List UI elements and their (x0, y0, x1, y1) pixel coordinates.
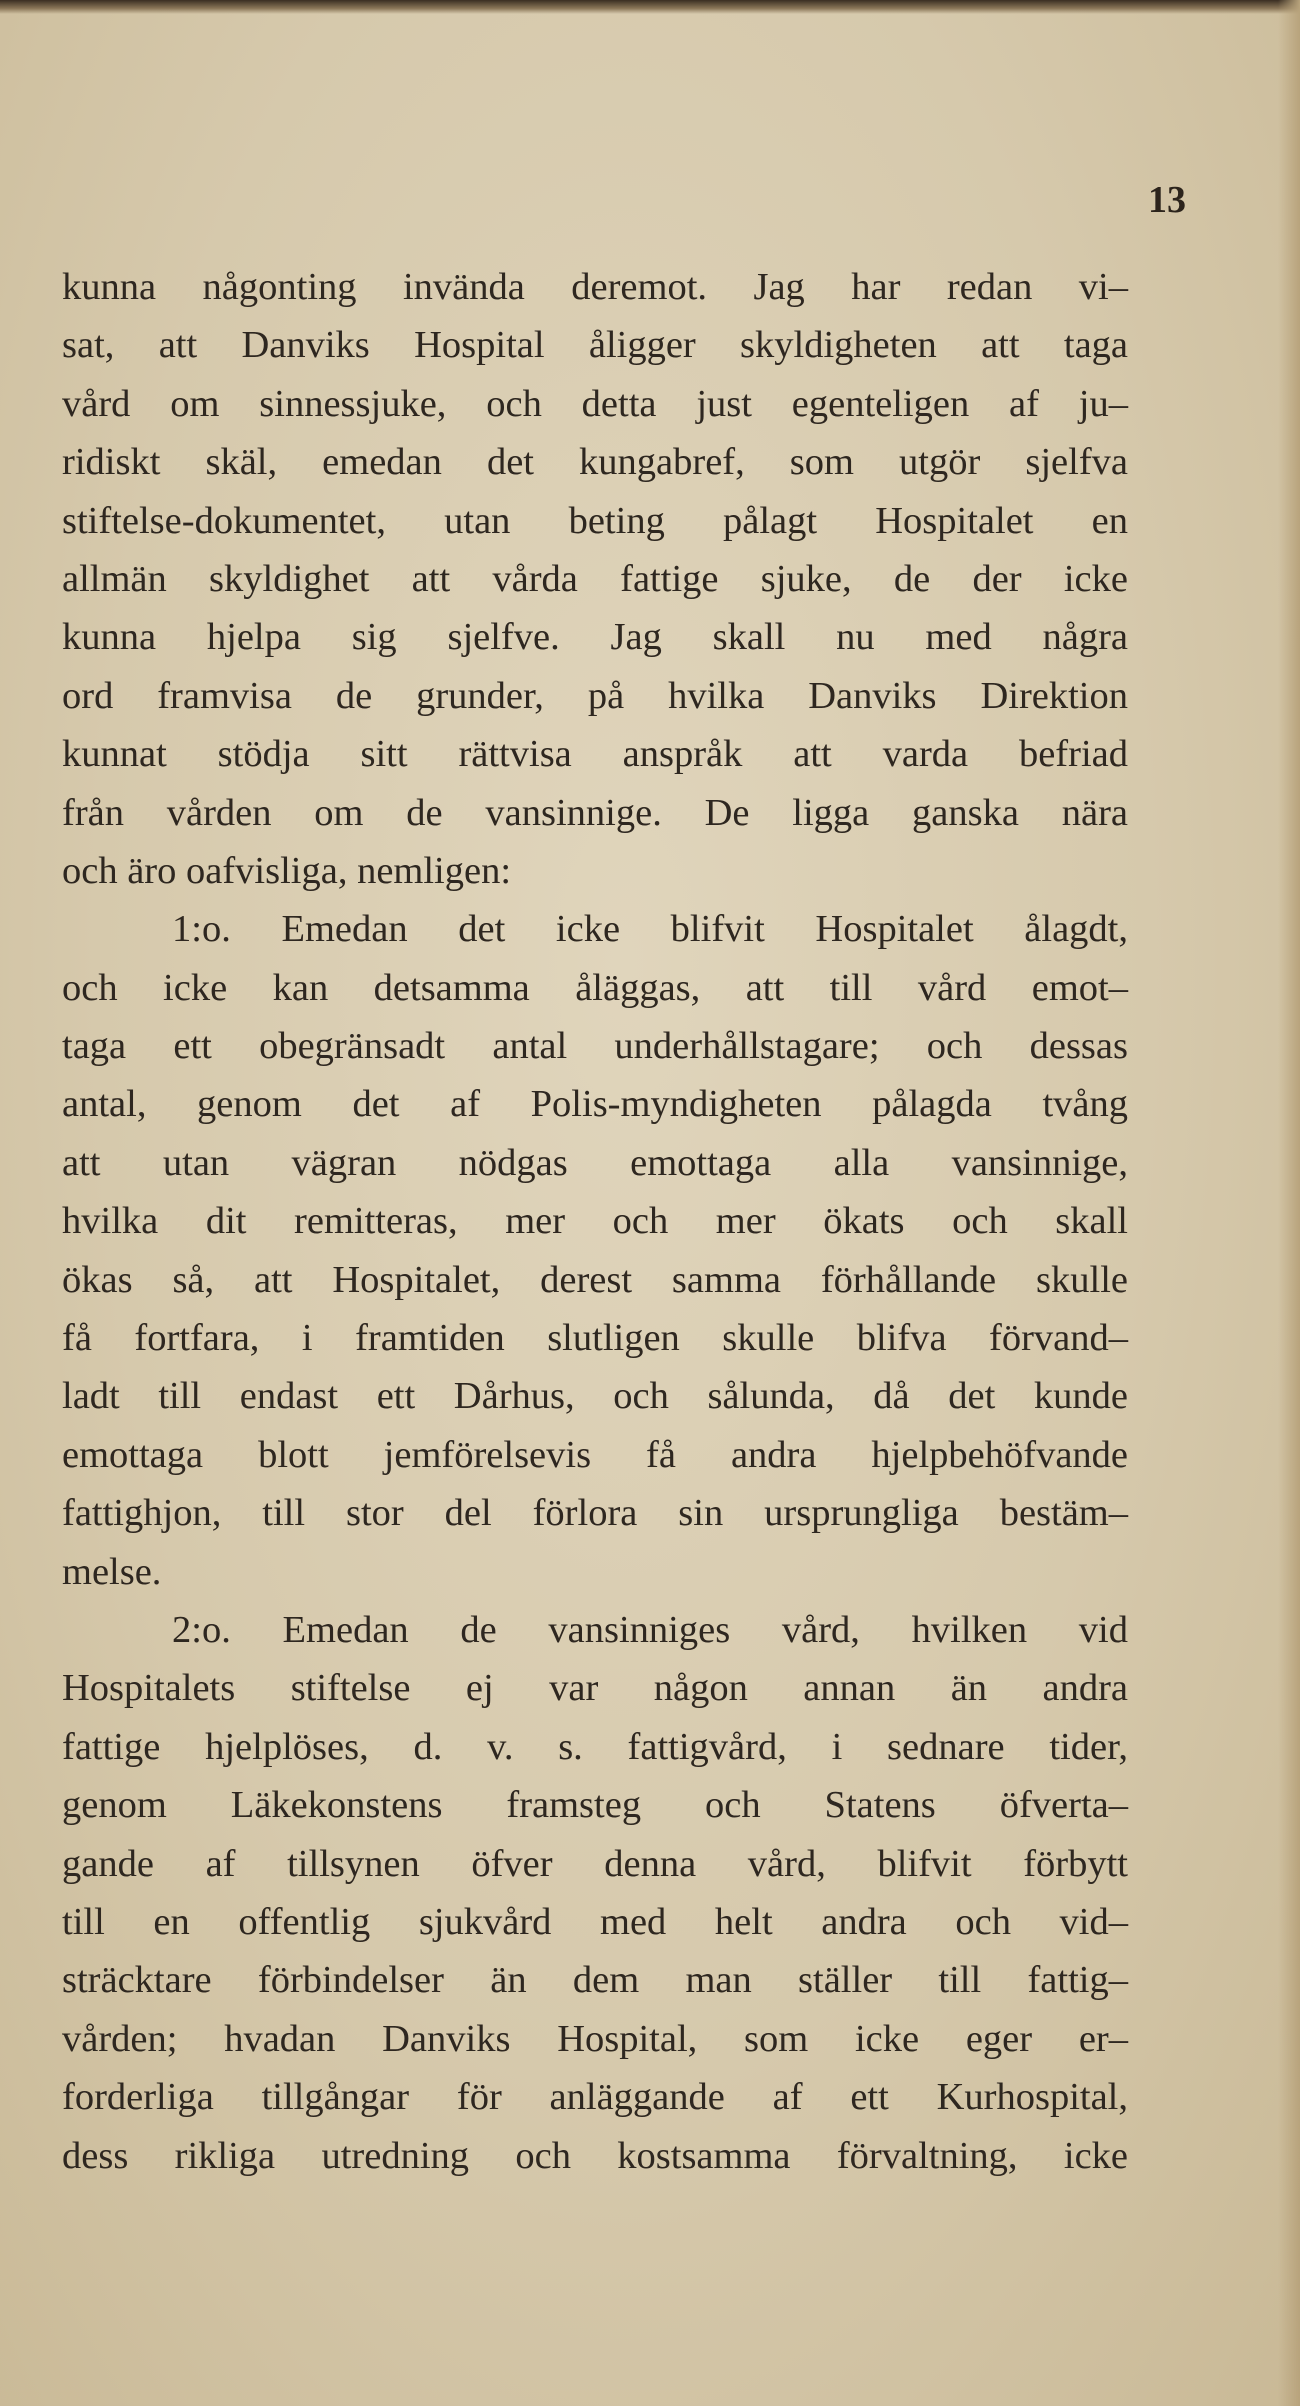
text-line: sträcktare förbindelser än dem man ställer till fattig– (62, 1959, 1128, 2002)
text-line: melse. (62, 1550, 162, 1593)
text-line: kunna någonting invända deremot. Jag har redan vi– (62, 266, 1128, 308)
text-line: allmän skyldighet att vårda fattige sjuke, de der icke (62, 557, 1128, 600)
text-line: ord framvisa de grunder, på hvilka Danviks Direktion (62, 674, 1128, 717)
text-line: kunnat stödja sitt rättvisa anspråk att varda befriad (62, 733, 1128, 776)
text-line: och icke kan detsamma åläggas, att till vård emot– (62, 966, 1128, 1009)
page-top-edge (0, 0, 1300, 14)
text-line: ridiskt skäl, emedan det kungabref, som utgör sjelfva (62, 441, 1128, 484)
text-line: 1:o. Emedan det icke blifvit Hospitalet ålagdt, (172, 908, 1128, 951)
text-line: gande af tillsynen öfver denna vård, blifvit förbytt (62, 1842, 1128, 1885)
text-line: Hospitalets stiftelse ej var någon annan än andra (62, 1667, 1128, 1710)
text-line: forderliga tillgångar för anläggande af ett Kurhospital, (62, 2076, 1128, 2119)
text-line: fattighjon, till stor del förlora sin ursprungliga bestäm– (62, 1492, 1128, 1535)
text-line: sat, att Danviks Hospital åligger skyldigheten att taga (62, 324, 1128, 367)
text-line: 2:o. Emedan de vansinniges vård, hvilken vid (172, 1608, 1128, 1651)
text-line: fattige hjelplöses, d. v. s. fattigvård, i sednare tider, (62, 1725, 1128, 1768)
text-line: vården; hvadan Danviks Hospital, som icke eger er– (62, 2017, 1128, 2060)
text-line: att utan vägran nödgas emottaga alla vansinnige, (62, 1141, 1128, 1184)
text-line: till en offentlig sjukvård med helt andra och vid– (62, 1900, 1128, 1943)
text-line: emottaga blott jemförelsevis få andra hjelpbehöfvande (62, 1433, 1128, 1476)
text-line: ökas så, att Hospitalet, derest samma förhållande skulle (62, 1258, 1128, 1301)
text-line: få fortfara, i framtiden slutligen skulle blifva förvand– (62, 1317, 1128, 1360)
text-line: dess rikliga utredning och kostsamma förvaltning, icke (62, 2134, 1128, 2177)
page-right-edge (1278, 0, 1300, 2406)
text-line: kunna hjelpa sig sjelfve. Jag skall nu med några (62, 616, 1128, 659)
text-line: taga ett obegränsadt antal underhållstagare; och dessas (62, 1025, 1128, 1068)
text-line: stiftelse-dokumentet, utan beting pålagt Hospitalet en (62, 499, 1128, 542)
body-text (62, 258, 1128, 2185)
text-line: och äro oafvisliga, nemligen: (62, 849, 512, 892)
text-line: vård om sinnessjuke, och detta just egenteligen af ju– (62, 382, 1128, 425)
text-line: ladt till endast ett Dårhus, och sålunda, då det kunde (62, 1375, 1128, 1418)
page-number: 13 (1148, 179, 1186, 221)
text-line: genom Läkekonstens framsteg och Statens öfverta– (62, 1784, 1128, 1827)
text-line: antal, genom det af Polis-myndigheten pålagda tvång (62, 1083, 1128, 1126)
text-line: hvilka dit remitteras, mer och mer ökats och skall (62, 1200, 1128, 1243)
text-line: från vården om de vansinnige. De ligga ganska nära (62, 791, 1128, 834)
